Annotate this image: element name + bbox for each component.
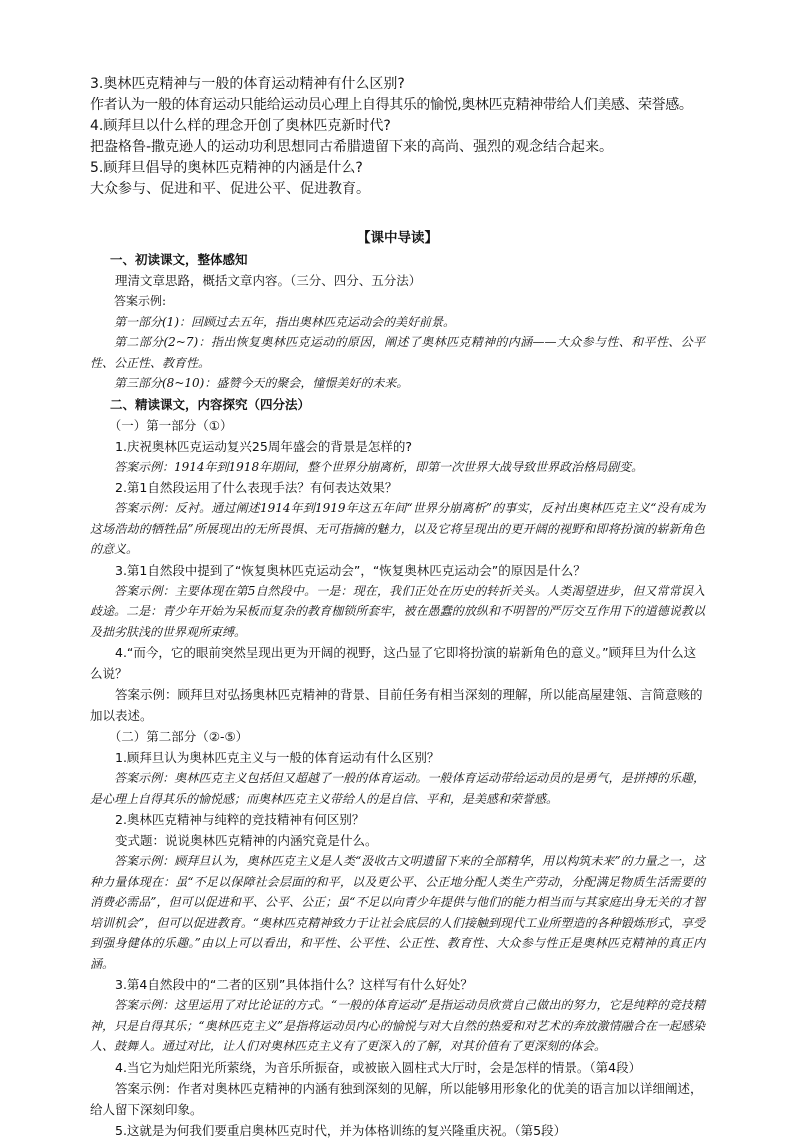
part2-answer-1: 答案示例：奥林匹克主义包括但又超越了一般的体育运动。一般体育运动带给运动员的是勇气，是拼搏的乐趣，是心理上自得其乐的愉悦感；而奥林匹克主义带给人的是自信、平和，是美感和荣誉感。 bbox=[90, 771, 705, 806]
part2-question-5: 5.这就是为何我们要重启奥林匹克时代，并为体格训练的复兴隆重庆祝。（第5段） bbox=[115, 1122, 567, 1138]
part1-question-3: 3.第1自然段中提到了“恢复奥林匹克运动会”，“恢复奥林匹克运动会”的原因是什么？ bbox=[115, 562, 586, 578]
part-1-heading: （一）第一部分（①） bbox=[108, 417, 233, 433]
part2-question-3: 3.第4自然段中的“二者的区别”具体指什么？这样写有什么好处？ bbox=[115, 977, 473, 992]
structure-part-3: 第三部分(8~10)：盛赞今天的聚会，憧憬美好的未来。 bbox=[114, 376, 409, 390]
answer-4: 把盎格鲁-撒克逊人的运动功利思想同古希腊遗留下来的高尚、强烈的观念结合起来。 bbox=[90, 139, 614, 155]
part2-variant-question: 变式题：说说奥林匹克精神的内涵究竟是什么。 bbox=[115, 833, 378, 848]
in-class-guide bbox=[90, 228, 705, 1141]
answer-label: 答案示例: bbox=[114, 294, 167, 308]
part2-question-1: 1.顾拜旦认为奥林匹克主义与一般的体育运动有什么区别？ bbox=[115, 750, 440, 765]
part2-answer-4: 答案示例：作者对奥林匹克精神的内涵有独到深刻的见解，所以能够用形象化的优美的语言加以详细阐述，给人留下深刻印象。 bbox=[90, 1080, 703, 1117]
heading-first-reading: 一、初读课文，整体感知 bbox=[110, 252, 248, 267]
part1-answer-3: 答案示例：主要体现在第5自然段中。一是：现在，我们正处在历史的转折关头。人类渴望进步，但又常常误入歧途。二是：青少年开始为呆板而复杂的教育枷锁所套牢，被在愚蠢的放纵和不明智的严厉交互作用下的道德说教以及拙劣肤浅的世界观所束缚。 bbox=[90, 583, 705, 639]
part-2-heading: （二）第二部分（②-⑤） bbox=[108, 729, 249, 744]
part1-question-1: 1.庆祝奥林匹克运动复兴25周年盛会的背景是怎样的? bbox=[115, 438, 412, 454]
structure-part-1: 第一部分(1)：回顾过去五年，指出奥林匹克运动会的美好前景。 bbox=[114, 314, 456, 329]
heading-close-reading: 二、精读课文，内容探究（四分法） bbox=[110, 396, 311, 412]
part1-answer-2: 答案示例：反衬。通过阐述1914年到1919年这五年间“世界分崩离析”的事实，反衬出奥林匹克主义“没有成为这场浩劫的牺牲品”所展现出的无所畏惧、无可指摘的魅力，以及它将呈现出的更开阔的视野和即将扮演的崭新角色的意义。 bbox=[90, 501, 705, 556]
part1-question-2: 2.第1自然段运用了什么表现手法？有何表达效果？ bbox=[115, 480, 398, 495]
part2-answer-3: 答案示例：这里运用了对比论证的方式。“一般的体育运动”是指运动员欣赏自己做出的努力，它是纯粹的竞技精神，只是自得其乐；“奥林匹克主义”是指将运动员内心的愉悦与对大自然的热爱和对艺术的奔放激情融合在一起感染人、鼓舞人。通过对比，让人们对奥林匹克主义有了更深入的了解，对其价值有了更深刻的体会。 bbox=[90, 998, 705, 1053]
part2-question-2: 2.奥林匹克精神与纯粹的竞技精神有何区别？ bbox=[115, 812, 365, 827]
part1-answer-1: 答案示例：1914年到1918年期间，整个世界分崩离析，即第一次世界大战导致世界政治格局剧变。 bbox=[114, 459, 644, 474]
answer-3: 作者认为一般的体育运动只能给运动员心理上自得其乐的愉悦,奥林匹克精神带给人们美感、荣誉感。 bbox=[90, 97, 693, 113]
task-structure: 理清文章思路，概括文章内容。（三分、四分、五分法） bbox=[115, 273, 422, 288]
question-3: 3.奥林匹克精神与一般的体育运动精神有什么区别? bbox=[90, 76, 405, 92]
structure-part-2: 第二部分(2~7)：指出恢复奥林匹克运动的原因，阐述了奥林匹克精神的内涵——大众参与性、和平性、公平性、公正性、教育性。 bbox=[90, 335, 705, 370]
part2-answer-2: 答案示例：顾拜旦认为，奥林匹克主义是人类“汲收古文明遗留下来的全部精华，用以构筑未来”的力量之一，这种力量体现在：虽“不足以保障社会层面的和平，以及更公平、公正地分配人类生产劳动，分配满足物质生活需要的消费必需品”，但可以促进和平、公平、公正；虽“不足以向青少年提供与他们的能力相当而与其家庭出身无关的才智培训机会”，但可以促进教育。“奥林匹克精神致力于让社会底层的人们接触到现代工业所塑造的各种锻炼形式，享受到强身健体的乐趣。”由以上可以看出，和平性、公平性、公正性、教育性、大众参与性正是奥林匹克精神的真正内涵。 bbox=[90, 854, 705, 971]
preview-qa-block bbox=[90, 74, 720, 200]
answer-5: 大众参与、促进和平、促进公平、促进教育。 bbox=[90, 181, 370, 197]
section-title: 【课中导读】 bbox=[357, 230, 438, 246]
question-5: 5.顾拜旦倡导的奥林匹克精神的内涵是什么? bbox=[90, 160, 363, 176]
part1-answer-4: 答案示例：顾拜旦对弘扬奥林匹克精神的背景、目前任务有相当深刻的理解，所以能高屋建瓴、言简意赅的加以表述。 bbox=[90, 687, 703, 723]
part2-question-4: 4.当它为灿烂阳光所萦绕，为音乐所振奋，或被嵌入圆柱式大厅时，会是怎样的情景。（第4段） bbox=[115, 1059, 642, 1075]
question-4: 4.顾拜旦以什么样的理念开创了奥林匹克新时代? bbox=[90, 118, 391, 134]
part1-question-4: 4.“而今，它的眼前突然呈现出更为开阔的视野，这凸显了它即将扮演的崭新角色的意义。”顾拜旦为什么这么说？ bbox=[90, 645, 697, 681]
